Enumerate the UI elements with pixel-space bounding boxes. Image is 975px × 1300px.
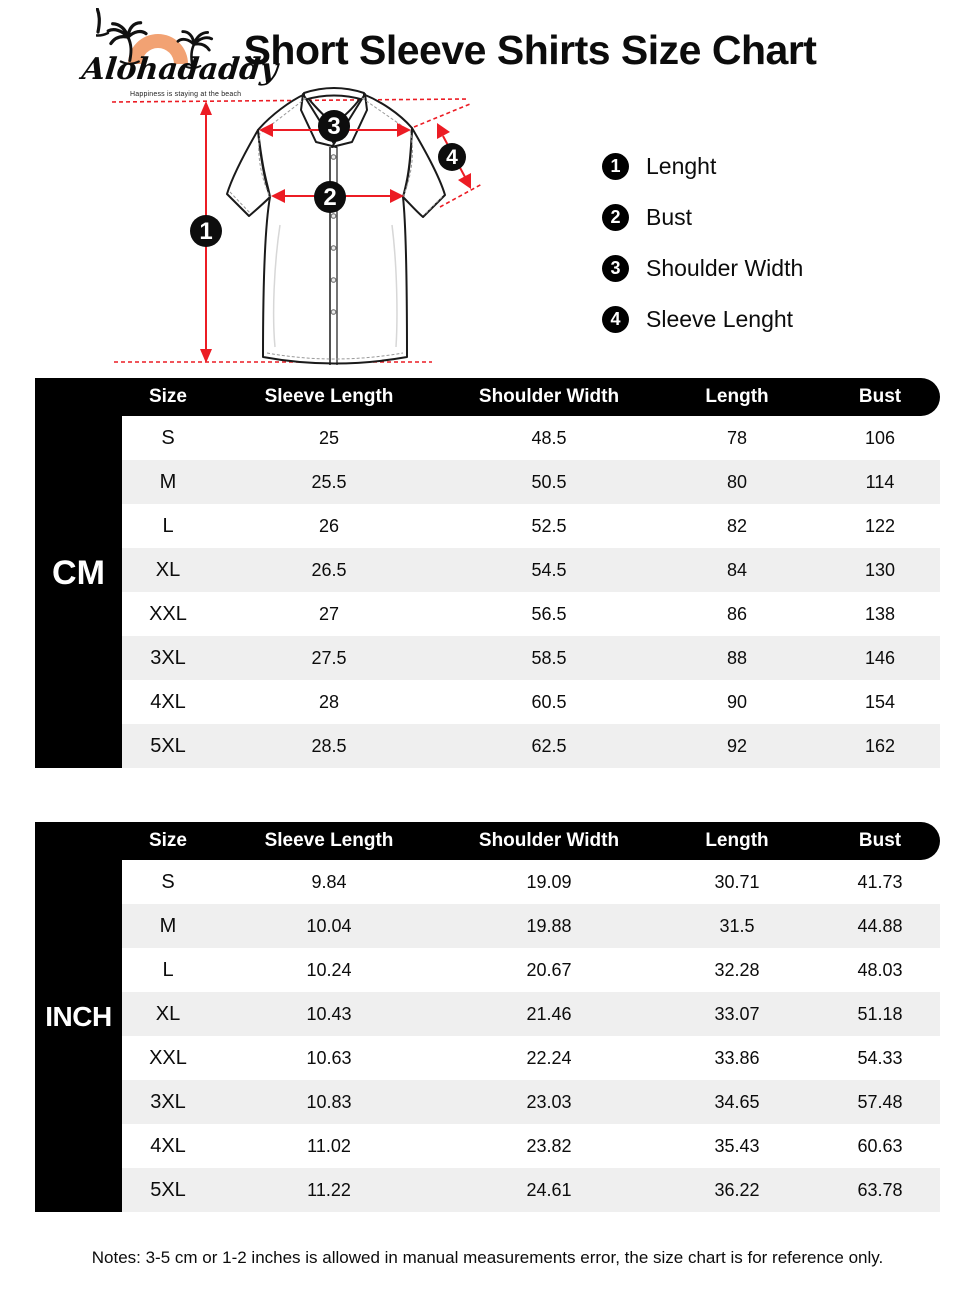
value-cell: 10.83 (306, 1091, 352, 1112)
value-cell: 19.09 (526, 871, 572, 892)
value-cell: 92 (726, 735, 748, 756)
unit-label-cm: CM (35, 378, 122, 768)
value-cell: 78 (726, 427, 748, 448)
value-cell: 82 (726, 515, 748, 536)
measurement-legend (602, 152, 803, 356)
svg-text:4: 4 (446, 146, 458, 169)
value-cell: 106 (864, 427, 896, 448)
value-cell: 10.63 (306, 1047, 352, 1068)
column-header: Shoulder Width (478, 830, 620, 851)
value-cell: 56.5 (531, 603, 567, 624)
value-cell: 31.5 (719, 915, 755, 936)
legend-label: Sleeve Lenght (646, 305, 794, 332)
value-cell: 28.5 (311, 735, 347, 756)
legend-item (602, 152, 803, 180)
table-row (122, 1036, 940, 1080)
value-cell: 130 (864, 559, 896, 580)
value-cell: 30.71 (714, 871, 760, 892)
value-cell: 20.67 (526, 959, 572, 980)
shirt-measurement-diagram (100, 85, 600, 375)
value-cell: 138 (864, 603, 896, 624)
table-row (122, 636, 940, 680)
value-cell: 10.04 (306, 915, 352, 936)
table-row (122, 860, 940, 904)
svg-text:1: 1 (199, 218, 213, 245)
unit-label-inch: INCH (35, 822, 122, 1212)
value-cell: 26.5 (311, 559, 347, 580)
value-cell: 32.28 (714, 959, 760, 980)
table-body (122, 416, 940, 768)
size-cell: 4XL (150, 1134, 186, 1157)
value-cell: 25 (318, 427, 340, 448)
value-cell: 50.5 (531, 471, 567, 492)
size-cell: XXL (149, 1046, 187, 1069)
value-cell: 34.65 (714, 1091, 760, 1112)
value-cell: 21.46 (526, 1003, 572, 1024)
value-cell: 23.82 (526, 1135, 572, 1156)
value-cell: 154 (864, 691, 896, 712)
measure-badge-1 (190, 215, 222, 247)
value-cell: 52.5 (531, 515, 567, 536)
table-row (122, 1080, 940, 1124)
size-cell: L (162, 514, 174, 537)
column-header: Length (705, 830, 769, 851)
column-header: Bust (858, 386, 902, 407)
size-cell: M (159, 914, 177, 937)
legend-item (602, 305, 803, 333)
value-cell: 27 (318, 603, 340, 624)
value-cell: 57.48 (857, 1091, 903, 1112)
table-row (122, 1168, 940, 1212)
column-header: Sleeve Length (264, 830, 394, 851)
value-cell: 35.43 (714, 1135, 760, 1156)
size-cell: M (159, 470, 177, 493)
value-cell: 54.33 (857, 1047, 903, 1068)
value-cell: 48.03 (857, 959, 903, 980)
table-row (122, 904, 940, 948)
value-cell: 86 (726, 603, 748, 624)
value-cell: 33.07 (714, 1003, 760, 1024)
table-row (122, 1124, 940, 1168)
table-row (122, 504, 940, 548)
value-cell: 80 (726, 471, 748, 492)
table-row (122, 460, 940, 504)
legend-number-badge: 3 (602, 255, 629, 282)
legend-label: Lenght (646, 152, 717, 179)
measure-badge-3 (318, 110, 350, 142)
value-cell: 114 (865, 471, 895, 492)
value-cell: 146 (864, 647, 896, 668)
legend-item (602, 203, 803, 231)
value-cell: 10.43 (306, 1003, 352, 1024)
value-cell: 26 (318, 515, 340, 536)
size-table-cm (35, 378, 940, 768)
size-cell: 3XL (150, 646, 186, 669)
measure-badge-4 (438, 143, 466, 171)
legend-label: Shoulder Width (646, 254, 804, 281)
value-cell: 24.61 (526, 1179, 572, 1200)
value-cell: 90 (726, 691, 748, 712)
column-header: Size (148, 386, 188, 407)
column-header: Bust (858, 830, 902, 851)
value-cell: 25.5 (311, 471, 347, 492)
table-body (122, 860, 940, 1212)
size-cell: 4XL (150, 690, 186, 713)
size-cell: L (162, 958, 174, 981)
value-cell: 33.86 (714, 1047, 760, 1068)
value-cell: 11.02 (307, 1135, 351, 1156)
size-cell: XL (155, 558, 181, 581)
column-header: Length (705, 386, 769, 407)
size-cell: S (161, 426, 175, 449)
value-cell: 41.73 (857, 871, 903, 892)
table-row (122, 416, 940, 460)
legend-label: Bust (646, 203, 693, 230)
table-row (122, 548, 940, 592)
page-title: Short Sleeve Shirts Size Chart (243, 27, 817, 73)
value-cell: 162 (864, 735, 896, 756)
value-cell: 54.5 (531, 559, 567, 580)
column-header: Size (148, 830, 188, 851)
value-cell: 51.18 (857, 1003, 903, 1024)
value-cell: 60.63 (857, 1135, 903, 1156)
table-row (122, 724, 940, 768)
size-cell: XL (155, 1002, 181, 1025)
size-cell: 3XL (150, 1090, 186, 1113)
legend-number-badge: 4 (602, 306, 629, 333)
svg-text:3: 3 (327, 113, 341, 140)
shirt-neckband (304, 88, 364, 100)
value-cell: 10.24 (306, 959, 352, 980)
value-cell: 60.5 (531, 691, 567, 712)
size-cell: XXL (149, 602, 187, 625)
value-cell: 19.88 (526, 915, 572, 936)
value-cell: 44.88 (857, 915, 903, 936)
size-cell: 5XL (150, 1178, 186, 1201)
svg-text:2: 2 (323, 184, 337, 211)
legend-number-badge: 1 (602, 153, 629, 180)
size-cell: S (161, 870, 175, 893)
legend-number-badge: 2 (602, 204, 629, 231)
value-cell: 58.5 (531, 647, 567, 668)
size-table-inch (35, 822, 940, 1212)
size-cell: 5XL (150, 734, 186, 757)
value-cell: 22.24 (526, 1047, 572, 1068)
value-cell: 23.03 (526, 1091, 572, 1112)
value-cell: 9.84 (311, 871, 347, 892)
table-header-row (35, 822, 940, 860)
table-header-row (35, 378, 940, 416)
notes-text: Notes: 3-5 cm or 1-2 inches is allowed in manual measurements error, the size chart is for reference only. (91, 1248, 884, 1267)
brand-tagline: Happiness is staying at the beach (130, 91, 242, 98)
measure-badge-2 (314, 181, 346, 213)
table-row (122, 992, 940, 1036)
value-cell: 62.5 (531, 735, 567, 756)
value-cell: 11.22 (307, 1179, 351, 1200)
value-cell: 27.5 (311, 647, 347, 668)
value-cell: 63.78 (857, 1179, 903, 1200)
value-cell: 88 (726, 647, 748, 668)
value-cell: 28 (318, 691, 340, 712)
value-cell: 48.5 (531, 427, 567, 448)
table-row (122, 948, 940, 992)
column-header: Sleeve Length (264, 386, 394, 407)
table-row (122, 680, 940, 724)
value-cell: 122 (864, 515, 896, 536)
legend-item (602, 254, 803, 282)
column-header: Shoulder Width (478, 386, 620, 407)
table-row (122, 592, 940, 636)
value-cell: 84 (726, 559, 748, 580)
brand-name: Alohadaddy (80, 52, 280, 87)
value-cell: 36.22 (714, 1179, 760, 1200)
